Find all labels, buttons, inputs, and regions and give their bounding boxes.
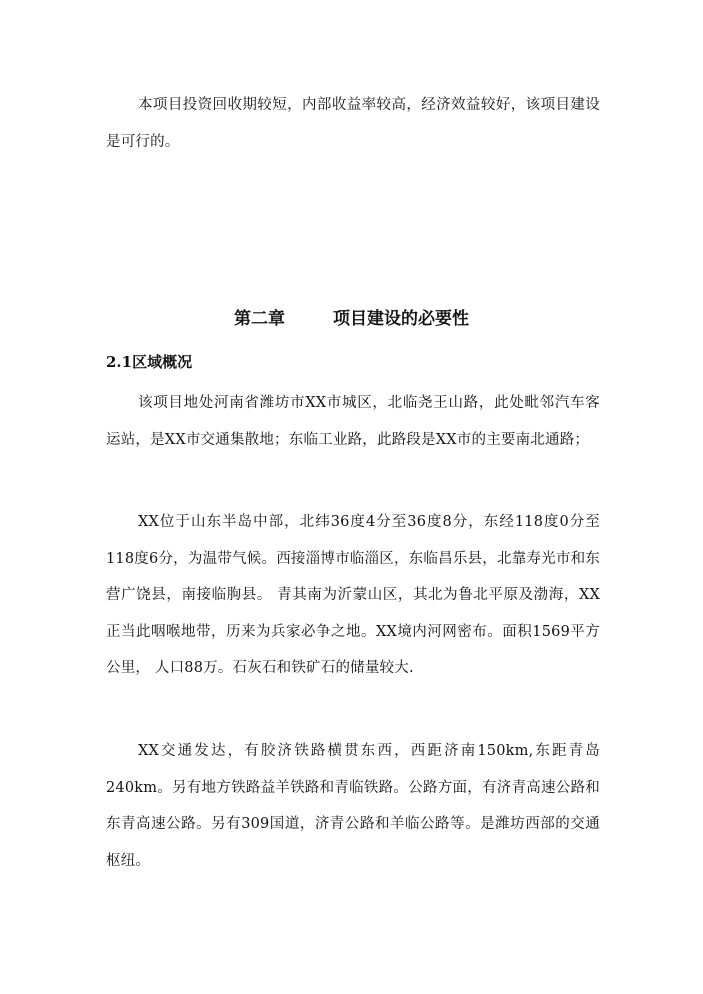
chapter-title: 项目建设的必要性 — [333, 309, 469, 329]
geography-paragraph: XX位于山东半岛中部，北纬36度4分至36度8分，东经118度0分至118度6分，为温带气候。西接淄博市临淄区，东临昌乐县，北靠寿光市和东营广饶县，南接临朐县。 青其南为沂蒙山区，其北为鲁北平原及渤海，XX正当此咽喉地带，历来为兵家必争之地。XX境内河网密布。面积1569平方公里， 人口88万。石灰石和铁矿石的储量较大. — [106, 514, 600, 676]
section-heading: 2.1区域概况 — [106, 353, 193, 371]
chapter-number: 第二章 — [234, 309, 285, 329]
location-paragraph: 该项目地处河南省潍坊市XX市城区，北临尧王山路，此处毗邻汽车客运站，是XX市交通集散地；东临工业路，此路段是XX市的主要南北通路； — [106, 395, 600, 448]
intro-paragraph: 本项目投资回收期较短，内部收益率较高，经济效益较好，该项目建设是可行的。 — [106, 97, 600, 150]
transport-paragraph: XX交通发达，有胶济铁路横贯东西，西距济南150km,东距青岛240km。另有地方铁路益羊铁路和青临铁路。公路方面，有济青高速公路和东青高速公路。另有309国道，济青公路和羊临公路等。是潍坊西部的交通枢纽。 — [106, 743, 600, 869]
chapter-heading — [0, 305, 703, 333]
